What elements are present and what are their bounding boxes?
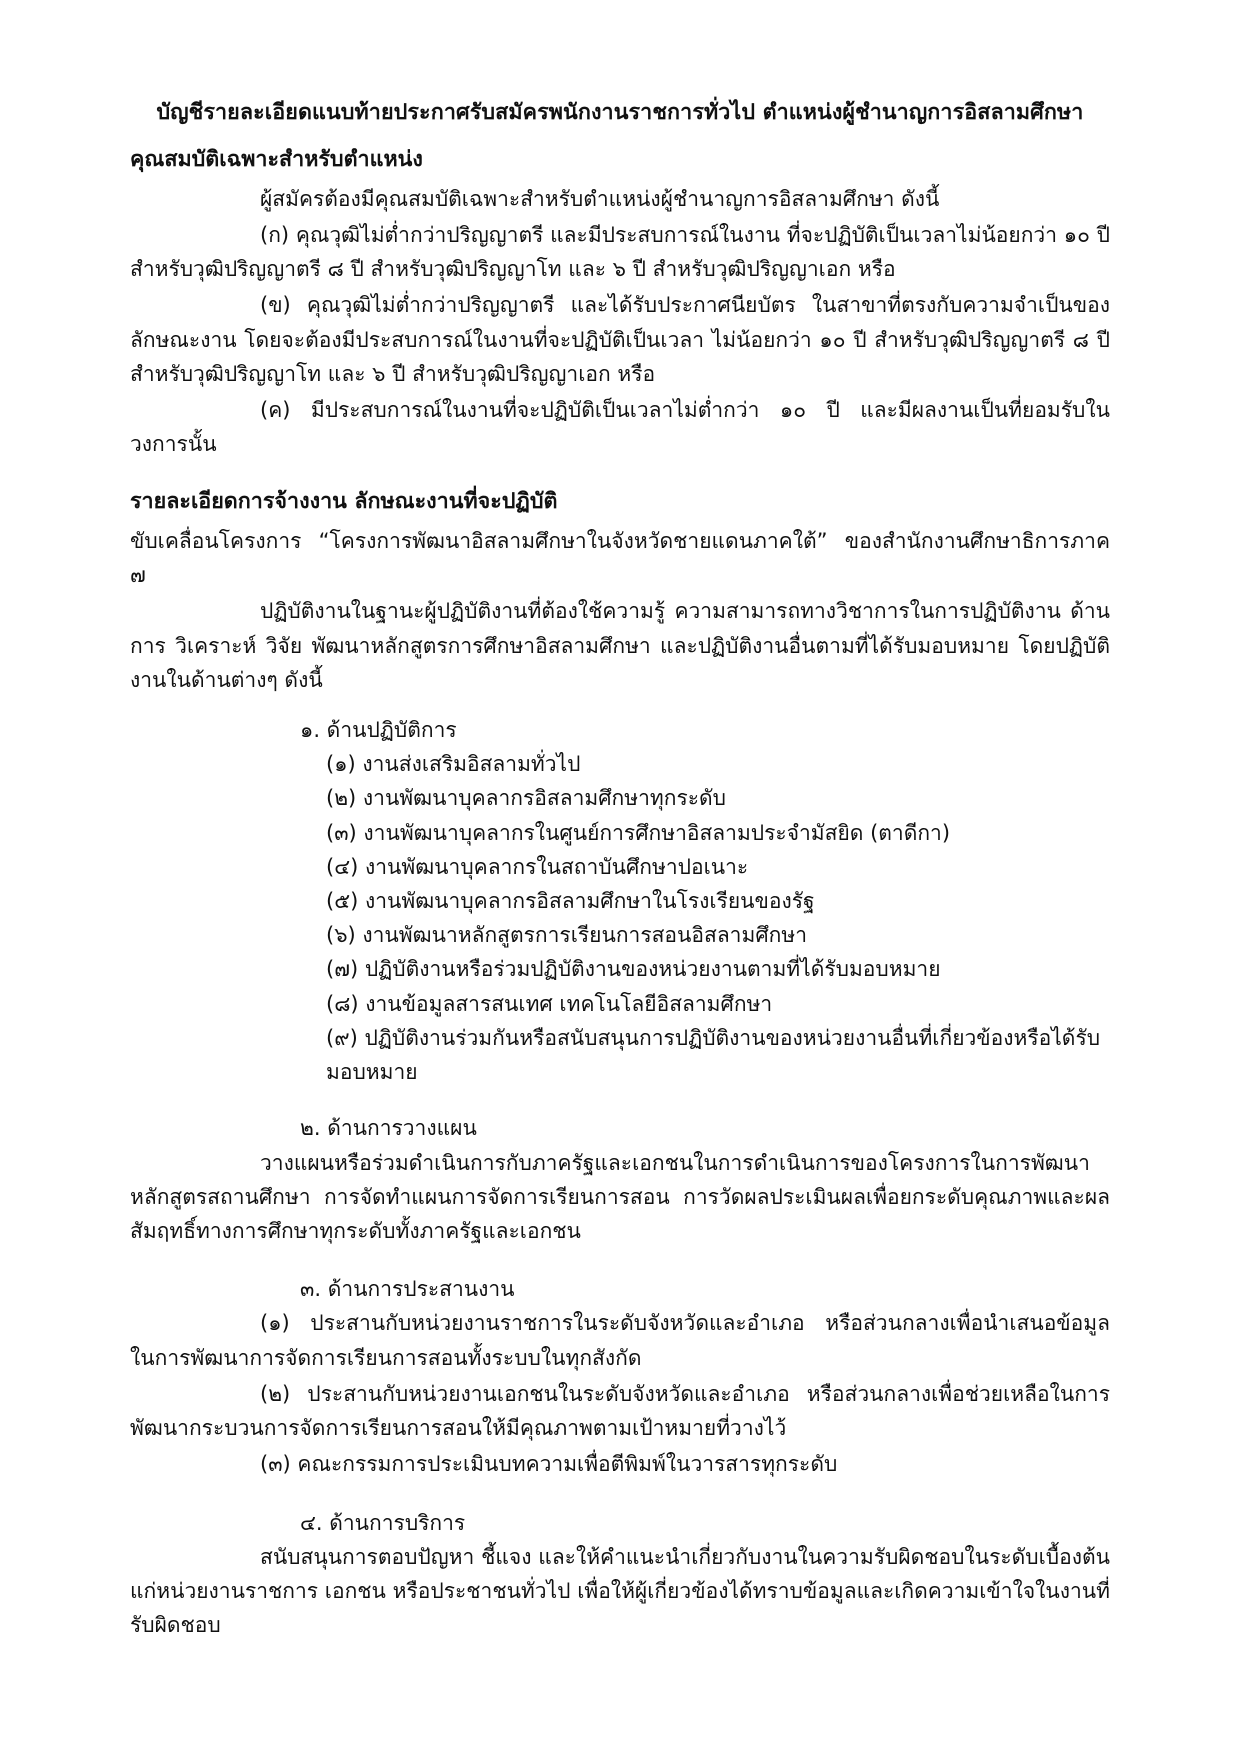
qualification-item-a: (ก) คุณวุฒิไม่ต่ำกว่าปริญญาตรี และมีประสบการณ์ในงาน ที่จะปฏิบัติเป็นเวลาไม่น้อยกว่า ๑๐ ปี สำหรับวุฒิปริญญาตรี ๘ ปี สำหรับวุฒิปริญญาโท และ ๖ ปี สำหรับวุฒิปริญญาเอก หรือ [130,222,1110,282]
group-3-paragraph-1: (๑) ประสานกับหน่วยงานราชการในระดับจังหวัดและอำเภอ หรือส่วนกลางเพื่อนำเสนอข้อมูล ในการพัฒนาการจัดการเรียนการสอนทั้งระบบในทุกสังกัด [130,1311,1110,1370]
group-1-subitem-6: (๖) งานพัฒนาหลักสูตรการเรียนการสอนอิสลามศึกษา [326,923,808,948]
group-label-3: ๓. ด้านการประสานงาน [300,1277,515,1302]
group-2-paragraph-1: วางแผนหรือร่วมดำเนินการกับภาครัฐและเอกชนในการดำเนินการของโครงการในการพัฒนา หลักสูตรสถานศึกษา การจัดทำแผนการจัดการเรียนการสอน การวัดผลประเมินผลเพื่อยกระดับคุณภาพและผลสัมฤทธิ์ทางการศึกษาทุกระดับทั้งภาครัฐและเอกชน [130,1150,1110,1243]
page-title: บัญชีรายละเอียดแนบท้ายประกาศรับสมัครพนักงานราชการทั่วไป ตำแหน่งผู้ชำนาญการอิสลามศึกษา [156,100,1084,125]
spacer [130,699,1110,713]
spacer [130,1089,1110,1111]
group-label-2: ๒. ด้านการวางแผน [300,1116,477,1141]
group-1-subitem-5: (๕) งานพัฒนาบุคลากรอิสลามศึกษาในโรงเรียนของรัฐ [326,889,815,914]
section-heading-qualifications: คุณสมบัติเฉพาะสำหรับตำแหน่ง [130,147,423,173]
group-1-subitem-8: (๘) งานข้อมูลสารสนเทศ เทคโนโลยีอิสลามศึกษา [326,991,773,1016]
section-heading-job-details: รายละเอียดการจ้างงาน ลักษณะงานที่จะปฏิบัติ [130,489,558,515]
group-label-4: ๔. ด้านการบริการ [300,1510,466,1535]
qualifications-intro: ผู้สมัครต้องมีคุณสมบัติเฉพาะสำหรับตำแหน่งผู้ชำนาญการอิสลามศึกษา ดังนี้ [260,186,940,211]
group-1-subitem-7: (๗) ปฏิบัติงานหรือร่วมปฏิบัติงานของหน่วยงานตามที่ได้รับมอบหมาย [326,957,941,982]
group-label-1: ๑. ด้านปฏิบัติการ [300,717,457,742]
spacer [130,1250,1110,1272]
group-1-subitem-2: (๒) งานพัฒนาบุคลากรอิสลามศึกษาทุกระดับ [326,786,726,811]
qualification-item-b: (ข) คุณวุฒิไม่ต่ำกว่าปริญญาตรี และได้รับประกาศนียบัตร ในสาขาที่ตรงกับความจำเป็นของลักษณะงาน โดยจะต้องมีประสบการณ์ในงานที่จะปฏิบัติเป็นเวลา ไม่น้อยกว่า ๑๐ ปี สำหรับวุฒิปริญญาตรี ๘ ปี สำหรับวุฒิปริญญาโท และ ๖ ปี สำหรับวุฒิปริญญาเอก หรือ [130,293,1110,386]
spacer [130,463,1110,485]
group-1-subitem-1: (๑) งานส่งเสริมอิสลามทั่วไป [326,752,581,777]
group-3-paragraph-2: (๒) ประสานกับหน่วยงานเอกชนในระดับจังหวัดและอำเภอ หรือส่วนกลางเพื่อช่วยเหลือในการพัฒนากระบวนการจัดการเรียนการสอนให้มีคุณภาพตามเป้าหมายที่วางไว้ [130,1381,1110,1441]
qualification-item-c: (ค) มีประสบการณ์ในงานที่จะปฏิบัติเป็นเวลาไม่ต่ำกว่า ๑๐ ปี และมีผลงานเป็นที่ยอมรับในวงการนั้น [130,398,1110,457]
spacer [130,1484,1110,1506]
project-line: ขับเคลื่อนโครงการ “โครงการพัฒนาอิสลามศึกษาในจังหวัดชายแดนภาคใต้” ของสำนักงานศึกษาธิการภาค ๗ [130,528,1110,588]
group-4-paragraph-1: สนับสนุนการตอบปัญหา ชี้แจง และให้คำแนะนำเกี่ยวกับงานในความรับผิดชอบในระดับเบื้องต้น แก่หน่วยงานราชการ เอกชน หรือประชาชนทั่วไป เพื่อให้ผู้เกี่ยวข้องได้ทราบข้อมูลและเกิดความเข้าใจในงานที่รับผิดชอบ [130,1544,1110,1638]
group-1-subitem-9: (๙) ปฏิบัติงานร่วมกันหรือสนับสนุนการปฏิบัติงานของหน่วยงานอื่นที่เกี่ยวข้องหรือได้รับมอบหมาย [326,1025,1101,1085]
group-1-subitem-4: (๔) งานพัฒนาบุคลากรในสถาบันศึกษาปอเนาะ [326,854,749,879]
group-1-subitem-3: (๓) งานพัฒนาบุคลากรในศูนย์การศึกษาอิสลามประจำมัสยิด (ตาดีกา) [326,820,951,845]
job-intro: ปฏิบัติงานในฐานะผู้ปฏิบัติงานที่ต้องใช้ความรู้ ความสามารถทางวิชาการในการปฏิบัติงาน ด้านการ วิเคราะห์ วิจัย พัฒนาหลักสูตรการศึกษาอิสลามศึกษา และปฏิบัติงานอื่นตามที่ได้รับมอบหมาย โดยปฏิบัติงานในด้านต่างๆ ดังนี้ [130,599,1110,692]
group-3-paragraph-3: (๓) คณะกรรมการประเมินบทความเพื่อตีพิมพ์ในวารสารทุกระดับ [260,1452,838,1477]
